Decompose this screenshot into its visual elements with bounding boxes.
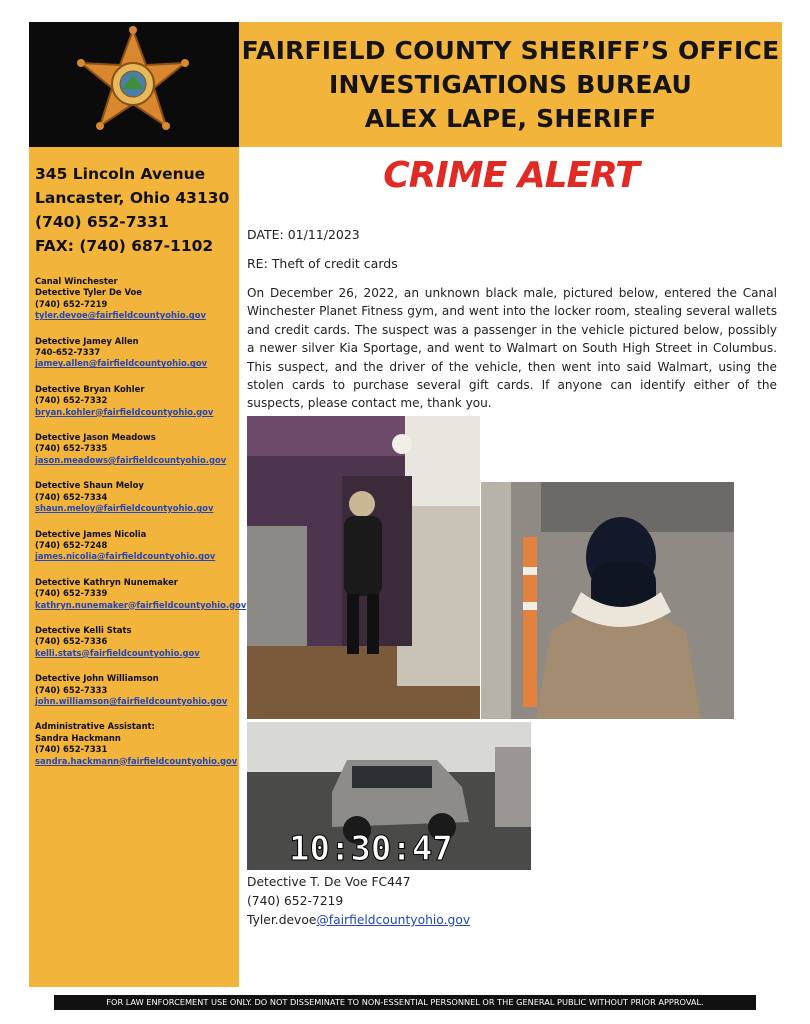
contact-email-link[interactable]: james.nicolia@fairfieldcountyohio.gov <box>35 551 216 562</box>
contact-email-link[interactable]: kathryn.nunemaker@fairfieldcountyohio.gov <box>35 599 247 610</box>
contact-line: Sandra Hackmann <box>35 732 121 743</box>
contact-line: (740) 652-7219 <box>35 298 108 309</box>
address-city: Lancaster, Ohio 43130 <box>35 189 230 207</box>
contact-line: Detective John Williamson <box>35 673 159 684</box>
contact-email-link[interactable]: john.williamson@fairfieldcountyohio.gov <box>35 695 228 706</box>
contact-entry <box>35 529 240 563</box>
contact-email-link[interactable]: jason.meadows@fairfieldcountyohio.gov <box>35 454 227 465</box>
contact-entry <box>35 432 240 466</box>
contact-entry <box>35 625 240 659</box>
suspect-gym-photo <box>247 416 480 719</box>
crime-alert-title: CRIME ALERT <box>383 155 639 196</box>
office-title: FAIRFIELD COUNTY SHERIFF’S OFFICE <box>241 35 780 65</box>
contact-line: Canal Winchester <box>35 276 118 286</box>
contact-entry <box>35 721 240 767</box>
contact-line: Detective Jamey Allen <box>35 335 139 346</box>
logo-panel <box>29 22 239 147</box>
contact-line: Detective Kathryn Nunemaker <box>35 576 178 587</box>
contact-line: 740-652-7337 <box>35 347 101 358</box>
detective-contacts <box>35 276 247 781</box>
contact-email-link[interactable]: jamey.allen@fairfieldcountyohio.gov <box>35 358 208 369</box>
contact-entry <box>35 673 240 707</box>
signature-email-prefix: Tyler.devoe <box>247 913 317 927</box>
contact-line: (740) 652-7336 <box>35 636 108 647</box>
address-street: 345 Lincoln Avenue <box>35 165 206 183</box>
video-timestamp: 10:30:47 <box>289 829 453 869</box>
detective-signature-phone: (740) 652-7219 <box>247 894 344 908</box>
contact-entry <box>35 384 240 418</box>
contact-line: (740) 652-7339 <box>35 588 108 599</box>
alert-body: On December 26, 2022, an unknown black male, pictured below, entered the Canal Winchester Planet Fitness gym, and went into the locker room, stealing several wallets and credit cards. The suspect was a passenger in the vehicle pictured below, possibly a newer silver Kia Sportage, and went to Walmart on South High Street in Columbus. This suspect, and the driver of the vehicle, then went into said Walmart, using the stolen cards to purchase several gift cards. If anyone can identify either of the suspects, please contact me, thank you. <box>247 286 777 411</box>
contact-line: Detective Jason Meadows <box>35 432 156 443</box>
contact-entry <box>35 276 240 322</box>
detective-signature-name: Detective T. De Voe FC447 <box>247 875 411 889</box>
contact-line: (740) 652-7332 <box>35 395 108 406</box>
contact-line: (740) 652-7335 <box>35 443 108 454</box>
alert-subject: RE: Theft of credit cards <box>247 256 398 271</box>
contact-line: Detective Bryan Kohler <box>35 383 145 394</box>
sheriff-title: ALEX LAPE, SHERIFF <box>364 103 657 133</box>
alert-date: DATE: 01/11/2023 <box>247 227 360 242</box>
contact-entry <box>35 336 240 370</box>
suspect-vehicle-photo <box>247 722 531 870</box>
bureau-title: INVESTIGATIONS BUREAU <box>329 69 692 99</box>
contact-email-link[interactable]: sandra.hackmann@fairfieldcountyohio.gov <box>35 755 238 766</box>
contact-line: Detective Kelli Stats <box>35 624 132 635</box>
contact-line: (740) 652-7333 <box>35 684 108 695</box>
contact-email-link[interactable]: bryan.kohler@fairfieldcountyohio.gov <box>35 406 214 417</box>
detective-signature-email <box>247 913 470 927</box>
contact-line: Administrative Assistant: <box>35 721 155 732</box>
contact-entry <box>35 576 247 611</box>
disclaimer-footer: FOR LAW ENFORCEMENT USE ONLY. DO NOT DISSEMINATE TO NON-ESSENTIAL PERSONNEL OR THE GENERAL PUBLIC WITHOUT PRIOR APPROVAL. <box>54 995 756 1010</box>
contact-email-link[interactable]: tyler.devoe@fairfieldcountyohio.gov <box>35 310 206 321</box>
header-banner <box>239 22 782 147</box>
office-address <box>35 162 240 258</box>
sheriff-star-badge-icon <box>29 22 239 147</box>
contact-line: Detective Shaun Meloy <box>35 480 144 491</box>
contact-email-link[interactable]: shaun.meloy@fairfieldcountyohio.gov <box>35 503 214 514</box>
suspect-closeup-photo <box>481 482 734 719</box>
contact-email-link[interactable]: kelli.stats@fairfieldcountyohio.gov <box>35 647 200 658</box>
contact-line: (740) 652-7331 <box>35 744 108 755</box>
address-fax: FAX: (740) 687-1102 <box>35 237 214 255</box>
address-phone: (740) 652-7331 <box>35 213 169 231</box>
contact-line: Detective Tyler De Voe <box>35 287 142 298</box>
contact-line: (740) 652-7248 <box>35 539 108 550</box>
contact-line: (740) 652-7334 <box>35 491 108 502</box>
contact-entry <box>35 480 240 514</box>
signature-email-link[interactable]: @fairfieldcountyohio.gov <box>316 913 471 927</box>
contact-line: Detective James Nicolia <box>35 528 147 539</box>
